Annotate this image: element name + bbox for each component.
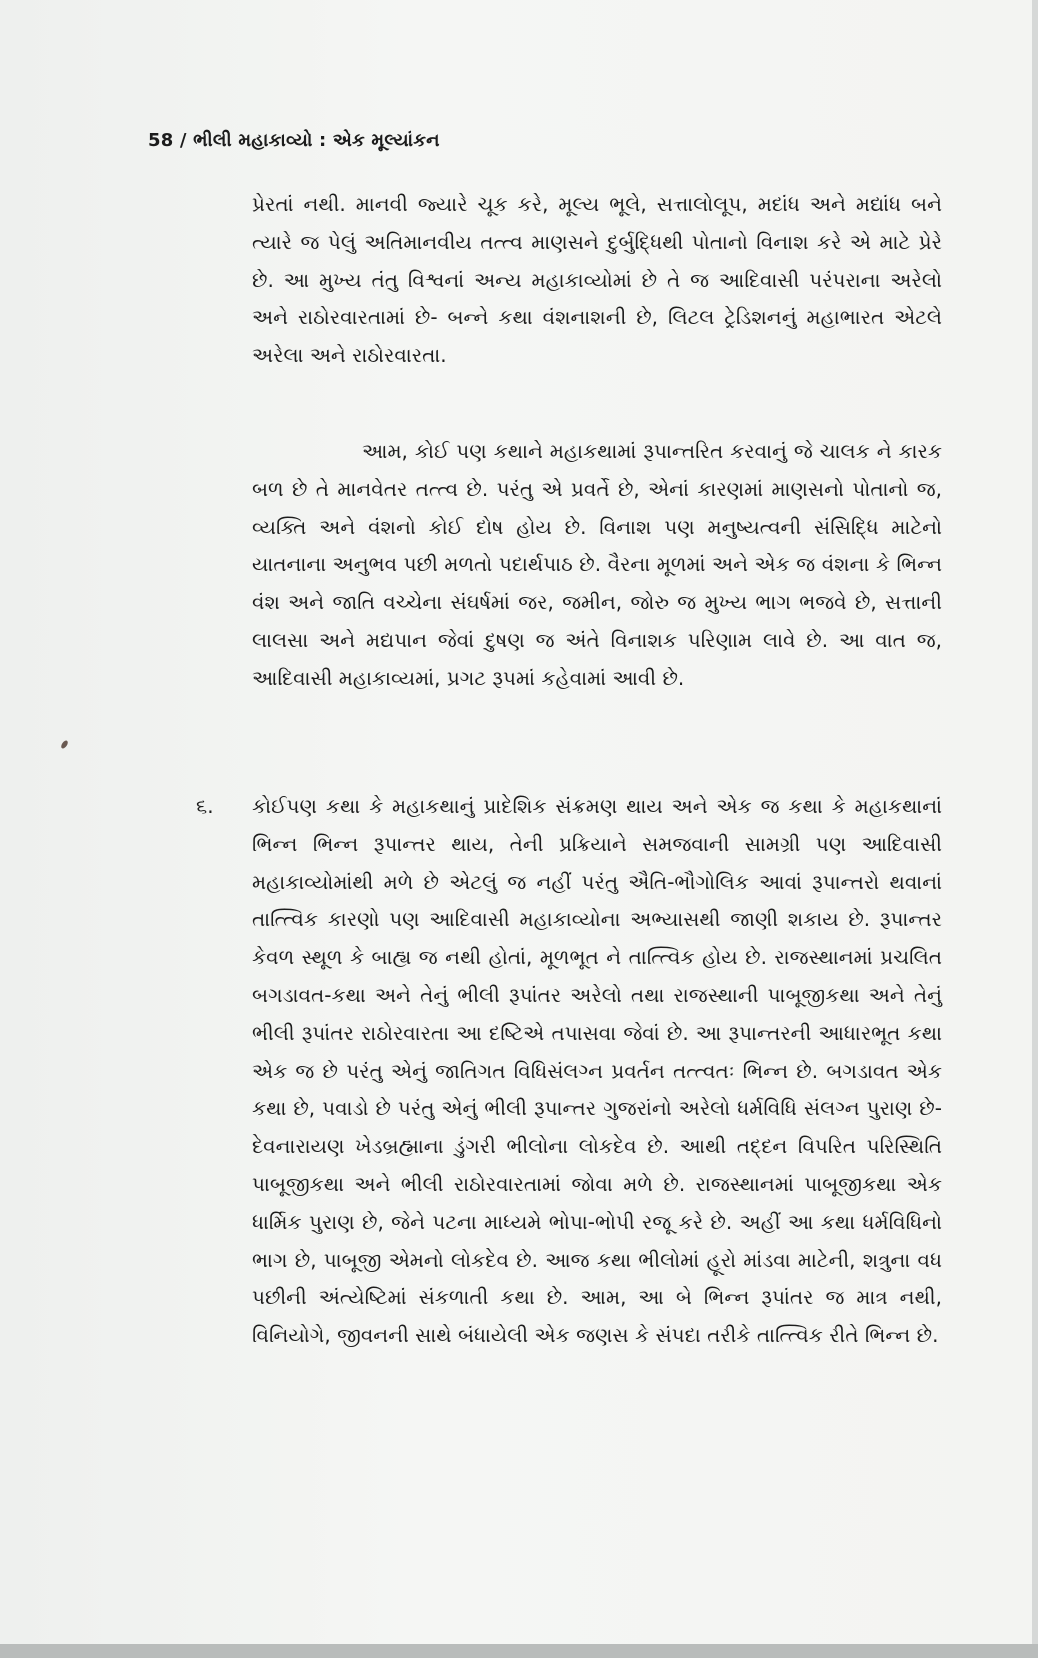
page-edge-right [1032, 0, 1038, 1658]
item-number: ૬. [196, 794, 214, 818]
page-edge-bottom [0, 1644, 1038, 1658]
paragraph-continuation: પ્રેરતાં નથી. માનવી જ્યારે ચૂક કરે, મૂલ્ય ભૂલે, સત્તાલોલૂપ, મદાંધ અને મદ્યાંધ બને ત્યારે જ પેલું અતિમાનવીય તત્ત્વ માણસને દુર્બુદ્ધિથી પોતાનો વિનાશ કરે એ માટે પ્રેરે છે. આ મુખ્ય તંતુ વિશ્વનાં અન્ય મહાકાવ્યોમાં છે તે જ આદિવાસી પરંપરાના અરેલો અને રાઠોરવારતામાં છે- બન્ને કથા વંશનાશની છે, લિટલ ટ્રેડિશનનું મહાભારત એટલે અરેલા અને રાઠોરવારતા. [252, 192, 942, 368]
ink-speck [60, 739, 69, 749]
numbered-paragraph: કોઈપણ કથા કે મહાકથાનું પ્રાદેશિક સંક્રમણ થાય અને એક જ કથા કે મહાકથાનાં ભિન્ન ભિન્ન રૂપાન્તર થાય, તેની પ્રક્રિયાને સમજવાની સામગ્રી પણ આદિવાસી મહાકાવ્યોમાંથી મળે છે એટલું જ નહીં પરંતુ ઐતિ-ભૌગોલિક આવાં રૂપાન્તરો થવાનાં તાત્ત્વિક કારણો પણ આદિવાસી મહાકાવ્યોના અભ્યાસથી જાણી શકાય છે. રૂપાન્તર કેવળ સ્થૂળ કે બાહ્ય જ નથી હોતાં, મૂળભૂત ને તાત્ત્વિક હોય છે. રાજસ્થાનમાં પ્રચલિત બગડાવત-કથા અને તેનું ભીલી રૂપાંતર અરેલો તથા રાજસ્થાની પાબૂજીકથા અને તેનું ભીલી રૂપાંતર રાઠોરવારતા આ દષ્ટિએ તપાસવા જેવાં છે. આ રૂપાન્તરની આધારભૂત કથા એક જ છે પરંતુ એનું જાતિગત વિધિસંલગ્ન પ્રવર્તન તત્ત્વતઃ ભિન્ન છે. બગડાવત એક કથા છે, પવાડો છે પરંતુ એનું ભીલી રૂપાન્તર ગુજરાંનો અરેલો ધર્મવિધિ સંલગ્ન પુરાણ છે- દેવનારાયણ ખેડબ્રહ્માના ડુંગરી ભીલોના લોકદેવ છે. આથી તદ્દન વિપરિત પરિસ્થિતિ પાબૂજીકથા અને ભીલી રાઠોરવારતામાં જોવા મળે છે. રાજસ્થાનમાં પાબૂજીકથા એક ધાર્મિક પુરાણ છે, જેને પટના માધ્યમે ભોપા-ભોપી રજૂ કરે છે. અહીં આ કથા ધર્મવિધિનો ભાગ છે, પાબૂજી એમનો લોકદેવ છે. આજ કથા ભીલોમાં હૂરો માંડવા માટેની, શત્રુના વધ પછીની અંત્યેષ્ટિમાં સંકળાતી કથા છે. આમ, આ બે ભિન્ન રૂપાંતર જ માત્ર નથી, વિનિયોગે, જીવનની સાથે બંધાયેલી એક જણસ કે સંપદા તરીકે તાત્ત્વિક રીતે ભિન્ન છે. [252, 794, 942, 1348]
running-head: 58 / ભીલી મહાકાવ્યો : એક મૂલ્યાંકન [148, 130, 440, 151]
paragraph-indented: આમ, કોઈ પણ કથાને મહાકથામાં રૂપાન્તરિત કરવાનું જે ચાલક ને કારક બળ છે તે માનવેતર તત્ત્વ છે. પરંતુ એ પ્રવર્તે છે, એનાં કારણમાં માણસનો પોતાનો જ, વ્યક્તિ અને વંશનો કોઈ દોષ હોય છે. વિનાશ પણ મનુષ્યત્વની સંસિદ્ધિ માટેનો યાતનાના અનુભવ પછી મળતો પદાર્થપાઠ છે. વૈરના મૂળમાં અને એક જ વંશના કે ભિન્ન વંશ અને જાતિ વચ્ચેના સંઘર્ષમાં જર, જમીન, જોરુ જ મુખ્ય ભાગ ભજવે છે, સત્તાની લાલસા અને મદ્યપાન જેવાં દુષણ જ અંતે વિનાશક પરિણામ લાવે છે. આ વાત જ, આદિવાસી મહાકાવ્યમાં, પ્રગટ રૂપમાં કહેવામાં આવી છે. [252, 439, 942, 690]
